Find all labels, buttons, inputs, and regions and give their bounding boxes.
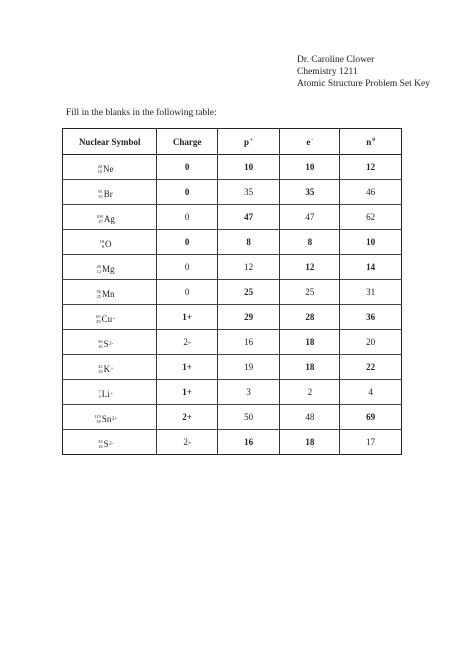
table-header-row xyxy=(63,129,402,155)
mass-number: 18 xyxy=(99,239,104,244)
atomic-number: 47 xyxy=(98,219,103,224)
electrons-cell: 2 xyxy=(280,380,340,405)
ion-charge: + xyxy=(110,366,114,372)
table-row xyxy=(63,280,402,305)
electrons-cell: 35 xyxy=(280,180,340,205)
atomic-number: 12 xyxy=(96,269,101,274)
protons-cell: 19 xyxy=(217,355,280,380)
header-protons-label: p xyxy=(244,136,250,147)
table-row xyxy=(63,155,402,180)
atomic-number: 16 xyxy=(98,344,103,349)
charge-cell: 1+ xyxy=(157,355,217,380)
mass-number: 7 xyxy=(98,389,101,394)
element-symbol: Li xyxy=(101,389,110,399)
document-title: Atomic Structure Problem Set Key xyxy=(297,79,430,89)
nuclide-numbers xyxy=(96,289,101,299)
nuclear-symbol-cell xyxy=(63,430,157,455)
nuclear-symbol-cell xyxy=(63,305,157,330)
table-row xyxy=(63,405,402,430)
ion-charge: + xyxy=(112,316,116,322)
instructions: Fill in the blanks in the following table: xyxy=(66,108,217,118)
nuclear-symbol xyxy=(96,214,115,224)
nuclear-symbol-cell xyxy=(63,380,157,405)
nuclear-symbol-cell xyxy=(63,180,157,205)
nuclear-symbol xyxy=(96,264,115,274)
header-protons-sup: + xyxy=(250,136,254,143)
ion-charge: 2- xyxy=(109,341,114,347)
neutrons-cell: 14 xyxy=(340,255,402,280)
neutrons-cell: 4 xyxy=(340,380,402,405)
nuclear-symbol xyxy=(99,239,112,249)
element-symbol: Br xyxy=(103,189,113,199)
charge-cell: 0 xyxy=(157,155,217,180)
electrons-cell: 28 xyxy=(280,305,340,330)
element-symbol: Ag xyxy=(103,214,115,224)
atomic-number: 3 xyxy=(98,394,101,399)
charge-cell: 1+ xyxy=(157,380,217,405)
mass-number: 26 xyxy=(96,264,101,269)
protons-cell: 16 xyxy=(217,430,280,455)
protons-cell: 29 xyxy=(217,305,280,330)
mass-number: 81 xyxy=(98,189,103,194)
charge-cell: 0 xyxy=(157,205,217,230)
nuclear-symbol xyxy=(98,189,113,199)
nuclear-symbol-cell xyxy=(63,205,157,230)
neutrons-cell: 17 xyxy=(340,430,402,455)
neutrons-cell: 20 xyxy=(340,330,402,355)
protons-cell: 12 xyxy=(217,255,280,280)
mass-number: 119 xyxy=(94,414,101,419)
header-electrons-label: e xyxy=(306,136,311,147)
ion-charge: + xyxy=(110,391,114,397)
table-row xyxy=(63,230,402,255)
electrons-cell: 18 xyxy=(280,330,340,355)
neutrons-cell: 62 xyxy=(340,205,402,230)
atomic-number: 35 xyxy=(98,194,103,199)
mass-number: 20 xyxy=(97,164,102,169)
neutrons-cell: 12 xyxy=(340,155,402,180)
electrons-cell: 10 xyxy=(280,155,340,180)
electrons-cell: 8 xyxy=(280,230,340,255)
charge-cell: 0 xyxy=(157,280,217,305)
course-name: Chemistry 1211 xyxy=(297,67,358,77)
nuclide-numbers xyxy=(96,264,101,274)
element-symbol: S xyxy=(103,439,109,449)
element-symbol: Cu xyxy=(101,314,113,324)
header-electrons xyxy=(280,129,340,155)
nuclear-symbol-cell xyxy=(63,255,157,280)
charge-cell: 2- xyxy=(157,430,217,455)
neutrons-cell: 10 xyxy=(340,230,402,255)
atomic-number: 16 xyxy=(98,444,103,449)
protons-cell: 8 xyxy=(217,230,280,255)
element-symbol: Ne xyxy=(102,164,114,174)
table-row xyxy=(63,255,402,280)
atomic-number: 8 xyxy=(101,244,104,249)
neutrons-cell: 36 xyxy=(340,305,402,330)
header-electrons-sup: - xyxy=(311,136,314,143)
element-symbol: Sn xyxy=(101,414,112,424)
mass-number: 109 xyxy=(96,214,103,219)
mass-number: 36 xyxy=(98,339,103,344)
instructor-name: Dr. Caroline Clower xyxy=(297,55,375,65)
nuclide-numbers xyxy=(98,364,103,374)
mass-number: 33 xyxy=(98,439,103,444)
header-charge: Charge xyxy=(157,129,217,155)
charge-cell: 0 xyxy=(157,180,217,205)
nuclear-symbol-cell xyxy=(63,230,157,255)
protons-cell: 25 xyxy=(217,280,280,305)
element-symbol: K xyxy=(103,364,111,374)
nuclide-numbers xyxy=(96,214,103,224)
atomic-number: 19 xyxy=(98,369,103,374)
charge-cell: 1+ xyxy=(157,305,217,330)
protons-cell: 3 xyxy=(217,380,280,405)
nuclide-numbers xyxy=(98,389,100,399)
nuclear-symbol-cell xyxy=(63,330,157,355)
neutrons-cell: 31 xyxy=(340,280,402,305)
mass-number: 56 xyxy=(96,289,101,294)
charge-cell: 2- xyxy=(157,330,217,355)
electrons-cell: 25 xyxy=(280,280,340,305)
electrons-cell: 18 xyxy=(280,355,340,380)
mass-number: 65 xyxy=(96,314,101,319)
neutrons-cell: 69 xyxy=(340,405,402,430)
header-neutrons xyxy=(340,129,402,155)
document-header xyxy=(297,54,430,90)
neutrons-cell: 22 xyxy=(340,355,402,380)
nuclide-numbers xyxy=(99,239,104,249)
element-symbol: Mn xyxy=(101,289,115,299)
electrons-cell: 48 xyxy=(280,405,340,430)
nuclear-symbol-cell xyxy=(63,155,157,180)
table-row xyxy=(63,330,402,355)
table-row xyxy=(63,180,402,205)
protons-cell: 50 xyxy=(217,405,280,430)
nuclear-symbol-cell xyxy=(63,280,157,305)
nuclear-symbol-cell xyxy=(63,355,157,380)
table-row xyxy=(63,355,402,380)
protons-cell: 10 xyxy=(217,155,280,180)
header-protons xyxy=(217,129,280,155)
mass-number: 41 xyxy=(98,364,103,369)
element-symbol: O xyxy=(104,239,112,249)
nuclear-symbol xyxy=(98,389,113,399)
table-row xyxy=(63,380,402,405)
electrons-cell: 18 xyxy=(280,430,340,455)
protons-cell: 47 xyxy=(217,205,280,230)
ion-charge: 2- xyxy=(109,441,114,447)
nuclide-numbers xyxy=(94,414,101,424)
header-neutrons-label: n xyxy=(366,136,372,147)
neutrons-cell: 46 xyxy=(340,180,402,205)
table-row xyxy=(63,205,402,230)
table-row xyxy=(63,430,402,455)
nuclear-symbol xyxy=(98,339,113,349)
nuclide-numbers xyxy=(96,314,101,324)
protons-cell: 35 xyxy=(217,180,280,205)
nuclear-symbol xyxy=(96,314,115,324)
nuclear-symbol xyxy=(98,364,113,374)
electrons-cell: 47 xyxy=(280,205,340,230)
atomic-number: 10 xyxy=(97,169,102,174)
nuclide-numbers xyxy=(98,339,103,349)
nuclear-symbol xyxy=(97,164,114,174)
charge-cell: 0 xyxy=(157,255,217,280)
element-symbol: S xyxy=(103,339,109,349)
nuclear-symbol xyxy=(94,414,117,424)
header-nuclear-symbol: Nuclear Symbol xyxy=(63,129,157,155)
atomic-number: 25 xyxy=(96,294,101,299)
nuclide-numbers xyxy=(97,164,102,174)
nuclear-symbol-cell xyxy=(63,405,157,430)
charge-cell: 0 xyxy=(157,230,217,255)
atomic-structure-table xyxy=(62,128,402,455)
electrons-cell: 12 xyxy=(280,255,340,280)
nuclear-symbol xyxy=(96,289,115,299)
nuclear-symbol xyxy=(98,439,113,449)
atomic-number: 50 xyxy=(96,419,101,424)
nuclide-numbers xyxy=(98,439,103,449)
element-symbol: Mg xyxy=(101,264,115,274)
table-row xyxy=(63,305,402,330)
header-neutrons-sup: 0 xyxy=(372,136,375,143)
atomic-number: 29 xyxy=(96,319,101,324)
charge-cell: 2+ xyxy=(157,405,217,430)
ion-charge: 2+ xyxy=(111,416,118,422)
nuclide-numbers xyxy=(98,189,103,199)
protons-cell: 16 xyxy=(217,330,280,355)
